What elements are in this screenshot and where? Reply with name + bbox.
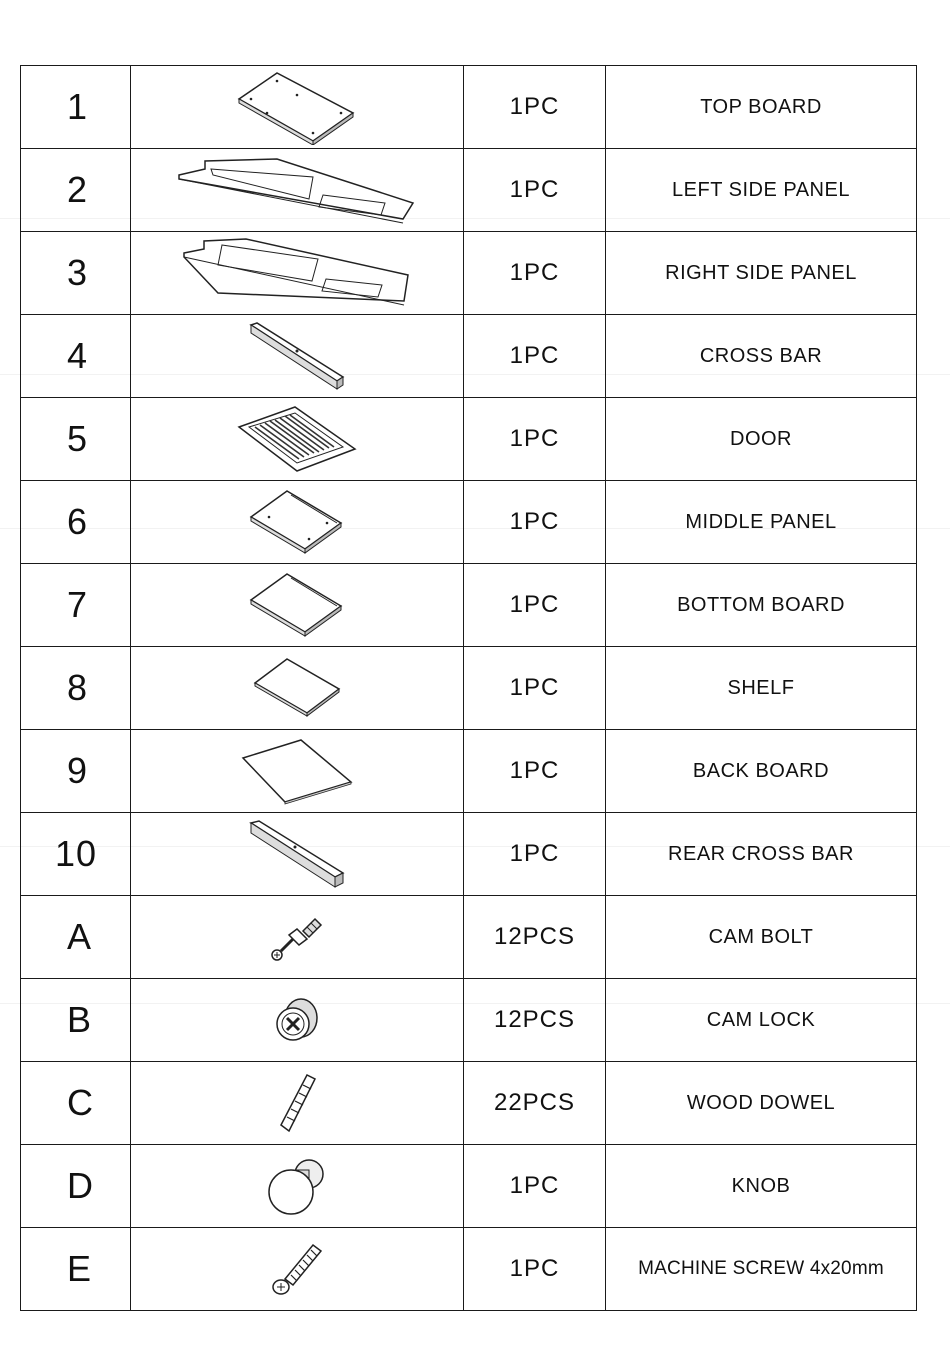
part-illustration [131, 66, 464, 149]
part-illustration [131, 813, 464, 896]
part-quantity: 1PC [464, 149, 606, 232]
part-name: TOP BOARD [606, 66, 917, 149]
table-row [21, 481, 917, 564]
part-name: CAM BOLT [606, 896, 917, 979]
part-name: SHELF [606, 647, 917, 730]
part-illustration [131, 315, 464, 398]
part-name: MACHINE SCREW 4x20mm [606, 1228, 917, 1311]
part-name: KNOB [606, 1145, 917, 1228]
part-illustration [131, 1228, 464, 1311]
part-id: 2 [21, 149, 131, 232]
part-quantity: 12PCS [464, 896, 606, 979]
table-row [21, 813, 917, 896]
part-id: 10 [21, 813, 131, 896]
table-row [21, 232, 917, 315]
part-quantity: 12PCS [464, 979, 606, 1062]
cam-lock-icon [267, 990, 327, 1050]
part-id: 9 [21, 730, 131, 813]
middle-panel-icon [247, 487, 347, 557]
cross-bar-icon [247, 321, 347, 391]
right-side-panel-icon [182, 235, 412, 311]
part-quantity: 1PC [464, 232, 606, 315]
part-name: WOOD DOWEL [606, 1062, 917, 1145]
table-row [21, 896, 917, 979]
top-board-icon [237, 69, 357, 145]
table-row [21, 730, 917, 813]
part-id: B [21, 979, 131, 1062]
part-quantity: 1PC [464, 1228, 606, 1311]
bottom-board-icon [247, 570, 347, 640]
part-name: DOOR [606, 398, 917, 481]
part-illustration [131, 481, 464, 564]
part-quantity: 1PC [464, 481, 606, 564]
table-row [21, 398, 917, 481]
table-row [21, 1062, 917, 1145]
door-icon [235, 405, 359, 473]
part-quantity: 1PC [464, 647, 606, 730]
part-id: 6 [21, 481, 131, 564]
part-quantity: 1PC [464, 66, 606, 149]
part-quantity: 1PC [464, 1145, 606, 1228]
cam-bolt-icon [267, 909, 327, 965]
part-id: 3 [21, 232, 131, 315]
part-quantity: 1PC [464, 813, 606, 896]
part-id: 1 [21, 66, 131, 149]
part-id: 5 [21, 398, 131, 481]
part-id: D [21, 1145, 131, 1228]
back-board-icon [239, 736, 355, 806]
part-quantity: 1PC [464, 730, 606, 813]
part-quantity: 22PCS [464, 1062, 606, 1145]
part-id: 8 [21, 647, 131, 730]
table-row [21, 315, 917, 398]
rear-cross-bar-icon [247, 819, 347, 889]
part-illustration [131, 398, 464, 481]
table-row [21, 66, 917, 149]
table-row [21, 647, 917, 730]
table-row [21, 979, 917, 1062]
part-illustration [131, 647, 464, 730]
left-side-panel-icon [177, 155, 417, 225]
table-row [21, 1228, 917, 1311]
part-illustration [131, 896, 464, 979]
part-illustration [131, 1062, 464, 1145]
part-id: A [21, 896, 131, 979]
part-illustration [131, 564, 464, 647]
part-quantity: 1PC [464, 315, 606, 398]
parts-list-table [20, 65, 917, 1311]
table-row [21, 149, 917, 232]
part-illustration [131, 149, 464, 232]
part-name: REAR CROSS BAR [606, 813, 917, 896]
wood-dowel-icon [277, 1071, 317, 1135]
table-row [21, 564, 917, 647]
machine-screw-icon [269, 1239, 325, 1299]
part-illustration [131, 730, 464, 813]
part-id: 4 [21, 315, 131, 398]
knob-icon [265, 1154, 329, 1218]
shelf-icon [251, 655, 343, 721]
part-quantity: 1PC [464, 564, 606, 647]
part-name: CAM LOCK [606, 979, 917, 1062]
part-illustration [131, 1145, 464, 1228]
part-illustration [131, 232, 464, 315]
part-name: MIDDLE PANEL [606, 481, 917, 564]
part-id: C [21, 1062, 131, 1145]
part-name: RIGHT SIDE PANEL [606, 232, 917, 315]
part-name: LEFT SIDE PANEL [606, 149, 917, 232]
part-name: BOTTOM BOARD [606, 564, 917, 647]
part-name: CROSS BAR [606, 315, 917, 398]
table-row [21, 1145, 917, 1228]
part-illustration [131, 979, 464, 1062]
part-quantity: 1PC [464, 398, 606, 481]
part-id: E [21, 1228, 131, 1311]
part-name: BACK BOARD [606, 730, 917, 813]
part-id: 7 [21, 564, 131, 647]
